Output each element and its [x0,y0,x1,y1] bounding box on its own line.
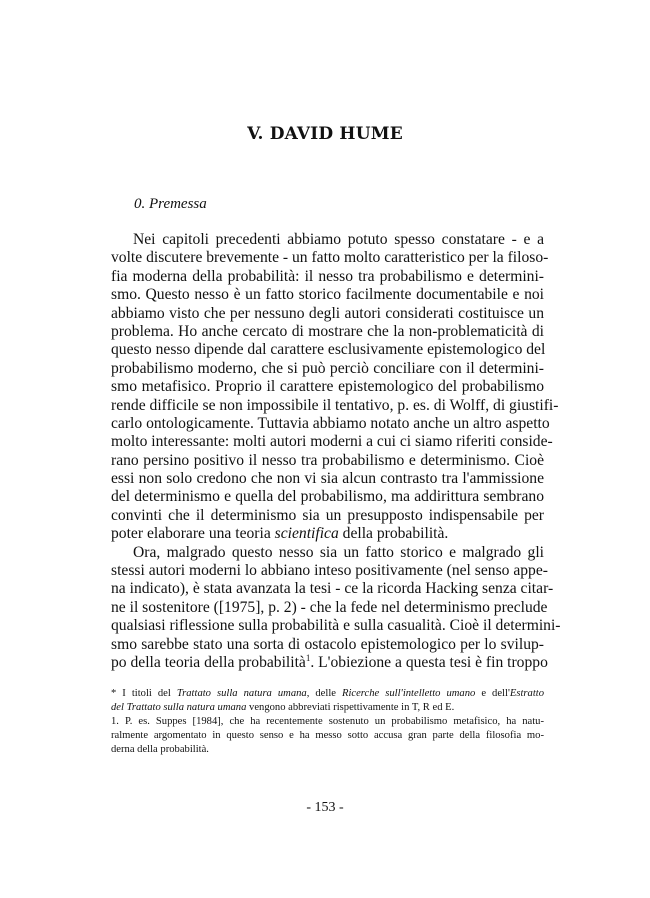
text-segment: della probabilità. [338,525,449,543]
text-line: smo metafisico. Proprio il carattere epistemologico del probabilismo [111,378,544,396]
paragraph-2 [111,543,561,673]
chapter-title: V. DAVID HUME [247,124,403,144]
footnote-1 [111,715,544,757]
text-segment: * I titoli del [111,688,177,699]
italic-title: del Trattato sulla natura umana [111,702,247,713]
text-line: qualsiasi riflessione sulla probabilità e sulla casualità. Cioè il determini- [111,617,561,635]
text-line: problema. Ho anche cercato di mostrare che la non-problematicità di [111,322,544,340]
text-line: rano persino positivo il nesso tra probabilismo e determinismo. Cioè [111,451,544,469]
text-line-last [111,652,548,672]
paragraph-1 [111,231,559,544]
text-segment: po della teoria della probabilità [111,653,306,671]
footnote-line [111,687,544,701]
text-segment: e dell' [475,688,510,699]
text-line: Ora, malgrado questo nesso sia un fatto storico e malgrado gli [133,543,544,561]
text-line: convinti che il determinismo sia un presupposto indispensabile per [111,506,544,524]
page-number: - 153 - [306,800,344,815]
text-line: Nei capitoli precedenti abbiamo potuto spesso constatare - e a [133,231,544,248]
text-line: probabilismo moderno, che si può perciò conciliare con il determini- [111,359,544,377]
text-segment: . L'obiezione a questa tesi è fin troppo [310,653,548,671]
footnote-line: derna della probabilità. [111,744,209,755]
footnote-line [111,701,544,715]
text-line: smo sarebbe stato una sorta di ostacolo epistemologico per lo svilup- [111,635,544,653]
text-line: volte discutere brevemente - un fatto molto caratteristico per la filoso- [111,249,549,267]
footnote-reference: 1 [305,652,311,663]
footnote-line: 1. P. es. Suppes [1984], che ha recentemente sostenuto un probabilismo metafisico, ha natu- [111,716,544,727]
text-line: ne il sostenitore ([1975], p. 2) - che la fede nel determinismo preclude [111,598,548,616]
text-line: carlo ontologicamente. Tuttavia abbiamo notato anche un altro aspetto [111,414,550,432]
text-line: essi non solo credono che non vi sia alcun contrasto tra l'ammissione [111,470,544,488]
italic-term: scientifica [274,525,339,543]
text-line: fia moderna della probabilità: il nesso tra probabilismo e determini- [111,267,544,285]
text-line: del determinismo e quella del probabilismo, ma addirittura sembrano [111,488,544,506]
text-line: na indicato), è stata avanzata la tesi - ce la ricorda Hacking senza citar- [111,580,554,598]
footnote-star [111,687,544,715]
text-line: rende difficile se non impossibile il tentativo, p. es. di Wolff, di giustifi- [111,396,559,414]
text-segment: , delle [306,688,342,699]
footnote-line: ralmente argomentato in questo senso e ha messo sotto accusa gran parte della filosofia mo- [111,730,544,741]
italic-title: Ricerche sull'intelletto umano [341,688,476,699]
section-heading: 0. Premessa [134,196,207,212]
text-line: smo. Questo nesso è un fatto storico facilmente documentabile e noi [111,286,544,304]
body-text [111,231,561,672]
italic-title: Estratto [509,688,544,699]
text-segment: vengono abbreviati rispettivamente in T, R ed E. [246,702,455,713]
text-line: abbiamo visto che per nessuno degli autori considerati costituisce un [111,304,544,322]
italic-title: Trattato sulla natura umana [176,688,307,699]
text-segment: poter elaborare una teoria [111,525,275,543]
text-line-last [111,525,544,543]
text-line: molto interessante: molti autori moderni a cui ci siamo riferiti conside- [111,433,553,451]
footnotes [111,687,544,757]
text-line: stessi autori moderni lo abbiano inteso positivamente (nel senso appe- [111,562,548,580]
text-line: questo nesso dipende dal carattere esclusivamente epistemologico del [111,341,546,359]
